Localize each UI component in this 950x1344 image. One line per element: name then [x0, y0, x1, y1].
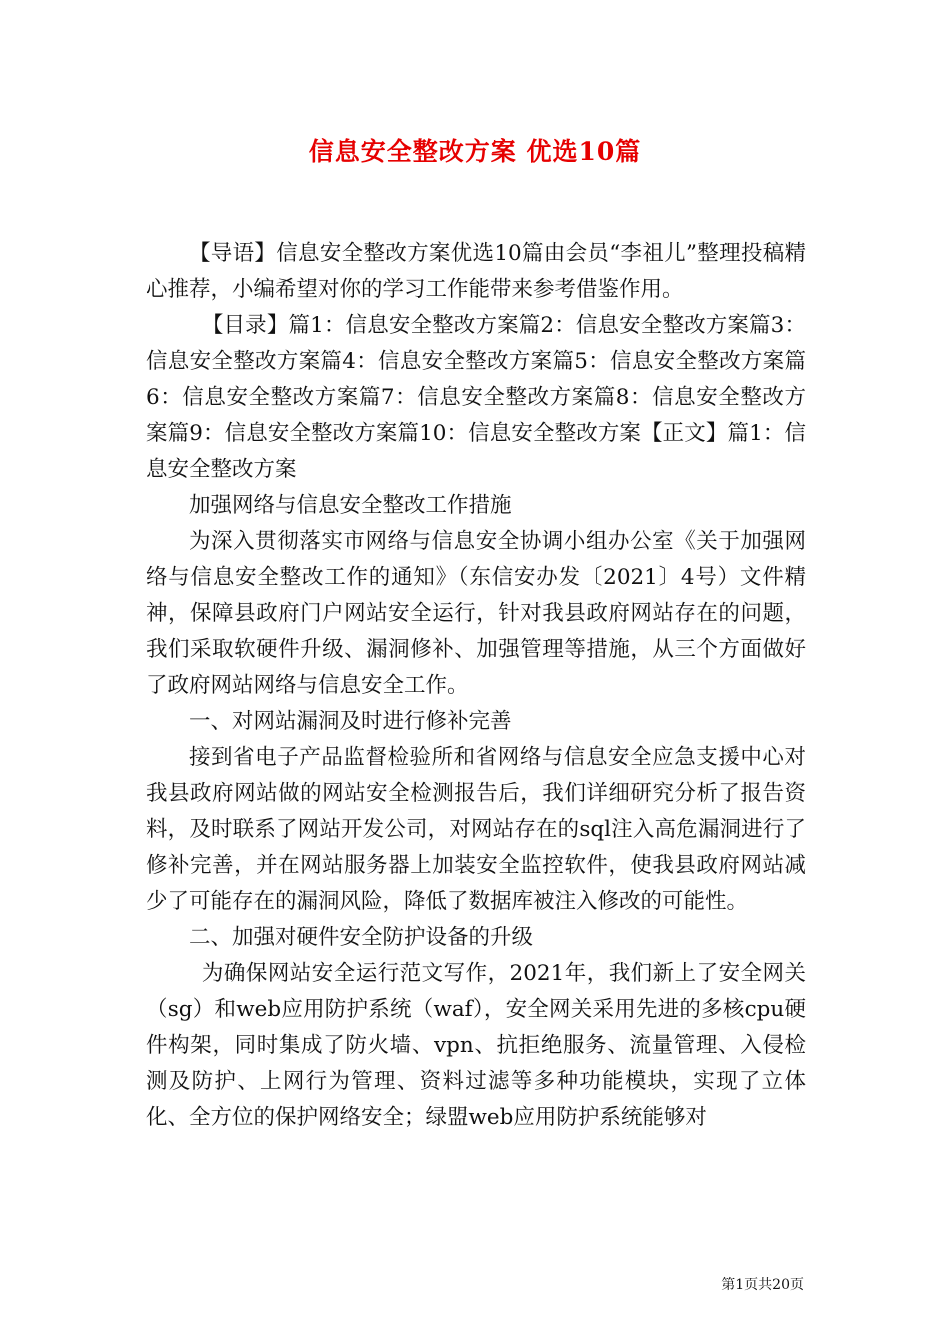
document-body	[146, 236, 806, 1136]
paragraph-intro: 【导语】信息安全整改方案优选10篇由会员“李祖儿”整理投稿精心推荐，小编希望对你的学习工作能带来参考借鉴作用。	[146, 241, 806, 302]
page-number: 第1页共20页	[721, 1277, 804, 1293]
paragraph-toc: 【目录】篇1：信息安全整改方案篇2：信息安全整改方案篇3：信息安全整改方案篇4：信息安全整改方案篇5：信息安全整改方案篇6：信息安全整改方案篇7：信息安全整改方案篇8：信息安全整改方案篇9：信息安全整改方案篇10：信息安全整改方案【正文】篇1：信息安全整改方案	[146, 313, 806, 482]
paragraph-heading-measures: 加强网络与信息安全整改工作措施	[189, 493, 512, 518]
paragraph-section-2: 为确保网站安全运行范文写作，2021年，我们新上了安全网关（sg）和web应用防护系统（waf），安全网关采用先进的多核cpu硬件构架，同时集成了防火墙、vpn、抗拒绝服务、流量管理、入侵检测及防护、上网行为管理、资料过滤等多种功能模块，实现了立体化、全方位的保护网络安全；绿盟web应用防护系统能够对	[146, 961, 806, 1130]
section-heading-2: 二、加强对硬件安全防护设备的升级	[189, 925, 534, 950]
paragraph-section-1: 接到省电子产品监督检验所和省网络与信息安全应急支援中心对我县政府网站做的网站安全检测报告后，我们详细研究分析了报告资料，及时联系了网站开发公司，对网站存在的sql注入高危漏洞进行了修补完善，并在网站服务器上加装安全监控软件，使我县政府网站减少了可能存在的漏洞风险，降低了数据库被注入修改的可能性。	[146, 745, 806, 914]
document-title: 信息安全整改方案 优选10篇	[308, 137, 642, 166]
section-heading-1: 一、对网站漏洞及时进行修补完善	[189, 709, 512, 734]
paragraph-background: 为深入贯彻落实市网络与信息安全协调小组办公室《关于加强网络与信息安全整改工作的通知》（东信安办发〔2021〕4号）文件精神，保障县政府门户网站安全运行，针对我县政府网站存在的问题，我们采取软硬件升级、漏洞修补、加强管理等措施，从三个方面做好了政府网站网络与信息安全工作。	[146, 529, 806, 698]
